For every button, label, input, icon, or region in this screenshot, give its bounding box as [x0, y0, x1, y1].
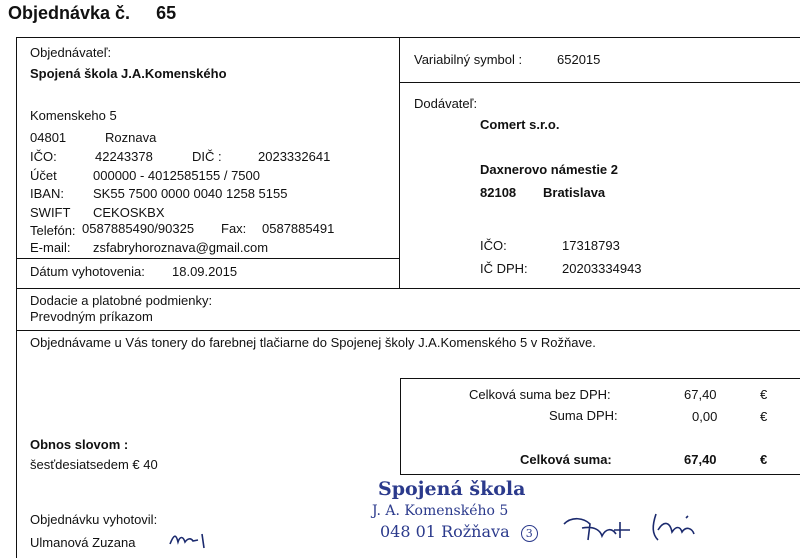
stamp-line-2: J. A. Komenského 5 — [372, 503, 509, 519]
issue-date: 18.09.2015 — [172, 264, 238, 279]
supplier-ico-label: IČO: — [480, 238, 507, 253]
variable-symbol: 652015 — [557, 52, 601, 67]
divider-terms — [16, 288, 800, 289]
frame-left — [16, 37, 17, 558]
total-vat-label: Suma DPH: — [549, 408, 618, 423]
total-label: Celková suma: — [520, 452, 612, 467]
total-net-currency: € — [760, 387, 768, 402]
director-signature — [560, 500, 720, 550]
total-vat-currency: € — [760, 409, 768, 424]
orderer-fax: 0587885491 — [262, 221, 335, 236]
orderer-swift: CEKOSKBX — [93, 205, 165, 220]
orderer-dic: 2023332641 — [258, 149, 331, 164]
orderer-phone: 0587885490/90325 — [82, 221, 195, 236]
amount-words: šesťdesiatsedem € 40 — [30, 457, 158, 472]
orderer-account-label: Účet — [30, 168, 57, 183]
supplier-city: Bratislava — [543, 185, 606, 200]
total-value: 67,40 — [684, 452, 717, 467]
totals-box-bottom — [400, 474, 800, 475]
order-title-label: Objednávka č. — [8, 3, 131, 23]
totals-box-top — [400, 378, 800, 379]
divider-vertical-top — [399, 37, 400, 288]
orderer-fax-label: Fax: — [221, 221, 247, 236]
supplier-street: Daxnerovo námestie 2 — [480, 162, 619, 177]
issued-by-label: Objednávku vyhotovil: — [30, 512, 158, 527]
orderer-account: 000000 - 4012585155 / 7500 — [93, 168, 260, 183]
amount-words-label: Obnos slovom : — [30, 437, 129, 452]
issuer-signature — [168, 528, 212, 552]
terms-value: Prevodným príkazom — [30, 309, 153, 324]
orderer-city: Roznava — [105, 130, 157, 145]
total-vat-value: 0,00 — [692, 409, 718, 424]
orderer-heading: Objednávateľ: — [30, 45, 112, 60]
orderer-dic-label: DIČ : — [192, 149, 222, 164]
supplier-icdph-label: IČ DPH: — [480, 261, 528, 276]
orderer-iban: SK55 7500 0000 0040 1258 5155 — [93, 186, 288, 201]
divider-order-text — [16, 330, 800, 331]
totals-box-left — [400, 378, 401, 474]
total-net-value: 67,40 — [684, 387, 717, 402]
supplier-icdph: 20203334943 — [562, 261, 642, 276]
stamp — [372, 478, 538, 542]
orderer-ico-label: IČO: — [30, 149, 57, 164]
orderer-zip: 04801 — [30, 130, 67, 145]
divider-variable-symbol — [399, 82, 800, 83]
orderer-iban-label: IBAN: — [30, 186, 64, 201]
orderer-street: Komenskeho 5 — [30, 108, 117, 123]
supplier-zip: 82108 — [480, 185, 517, 200]
order-number: 65 — [156, 3, 177, 23]
order-title — [8, 3, 176, 24]
stamp-line-3: 048 01 Rožňava — [380, 522, 510, 541]
orderer-email-label: E-mail: — [30, 240, 71, 255]
variable-symbol-label: Variabilný symbol : — [414, 52, 523, 67]
issue-date-label: Dátum vyhotovenia: — [30, 264, 145, 279]
order-text: Objednávame u Vás tonery do farebnej tlačiarne do Spojenej školy J.A.Komenského 5 v Rožňave. — [30, 335, 596, 350]
orderer-phone-label: Telefón: — [30, 223, 76, 238]
stamp-mark: 3 — [521, 525, 538, 542]
supplier-ico: 17318793 — [562, 238, 620, 253]
stamp-line-1: Spojená škola — [378, 478, 526, 500]
orderer-swift-label: SWIFT — [30, 205, 71, 220]
total-net-label: Celková suma bez DPH: — [469, 387, 611, 402]
issued-by-name: Ulmanová Zuzana — [30, 535, 136, 550]
supplier-heading: Dodávateľ: — [414, 96, 478, 111]
terms-label: Dodacie a platobné podmienky: — [30, 293, 213, 308]
orderer-email: zsfabryhoroznava@gmail.com — [93, 240, 269, 255]
total-currency: € — [760, 452, 768, 467]
frame-top — [16, 37, 800, 38]
orderer-ico: 42243378 — [95, 149, 153, 164]
supplier-name: Comert s.r.o. — [480, 117, 560, 132]
divider-issue-date — [16, 258, 399, 259]
orderer-name: Spojená škola J.A.Komenského — [30, 66, 227, 81]
